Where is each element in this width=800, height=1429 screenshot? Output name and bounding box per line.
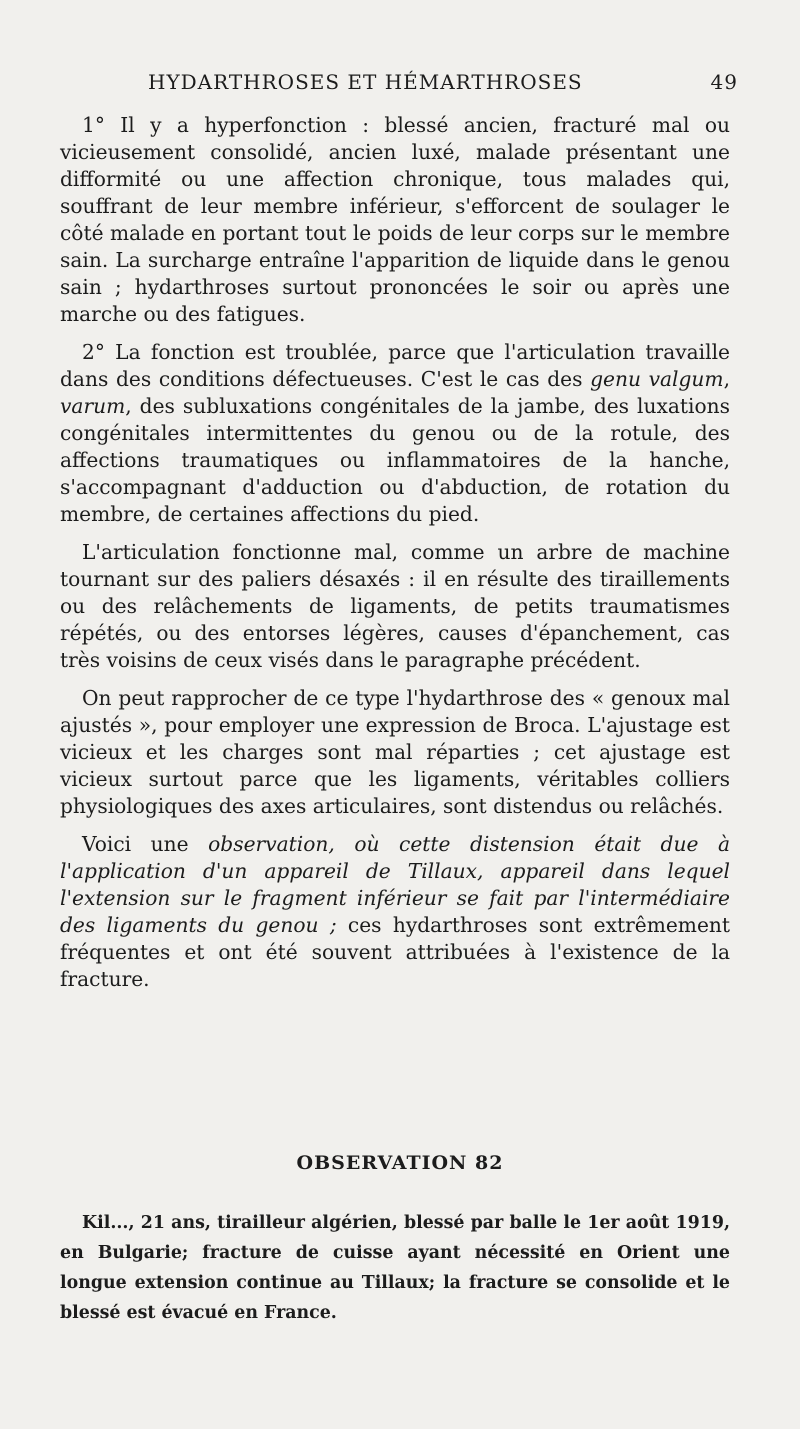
italic-segment: observation, où cette distension était due à l'application d'un appareil de Tillaux, appareil dans lequel l'extension sur le fragment inférieur se fait par l'intermédiaire des ligaments du genou ;	[60, 832, 730, 937]
body-text	[60, 112, 730, 1004]
running-title: HYDARTHROSES ET HÉMARTHROSES	[148, 70, 583, 94]
text-segment: Voici une	[82, 832, 209, 856]
observation-text	[60, 1208, 730, 1328]
text-segment: ,	[723, 367, 730, 391]
text-segment: L'articulation fonctionne mal, comme un arbre de machine tournant sur des paliers désaxés : il en résulte des tiraillements ou des relâchements de ligaments, de petits traumatismes répétés, ou des entorses légères, causes d'épanchement, cas très voisins de ceux visés dans le paragraphe précédent.	[60, 540, 730, 672]
observation-title: OBSERVATION 82	[296, 1152, 504, 1174]
italic-segment: varum	[60, 394, 126, 418]
page-header	[148, 64, 738, 98]
text-segment: , des subluxations congénitales de la jambe, des luxations congénitales intermittentes du genou ou de la rotule, des affections traumatiques ou inflammatoires de la hanche, s'accompagnant d'adduction ou d'abduction, de rotation du membre, de certaines affections du pied.	[60, 394, 730, 526]
text-segment: 2° La fonction est troublée, parce que l'articulation travaille dans des conditions défectueuses. C'est le cas des	[60, 340, 730, 391]
text-segment: ces hydarthroses sont extrêmement fréquentes et ont été souvent attribuées à l'existence de la fracture.	[60, 913, 730, 991]
body-paragraph	[60, 831, 730, 993]
observation-paragraph: Kil..., 21 ans, tirailleur algérien, blessé par balle le 1er août 1919, en Bulgarie; fracture de cuisse ayant nécessité en Orient une longue extension continue au Tillaux; la fracture se consolide et le blessé est évacué en France.	[60, 1213, 730, 1323]
text-segment: On peut rapprocher de ce type l'hydarthrose des « genoux mal ajustés », pour employer une expression de Broca. L'ajustage est vicieux et les charges sont mal réparties ; cet ajustage est vicieux surtout parce que les ligaments, véritables colliers physiologiques des axes articulaires, sont distendus ou relâchés.	[60, 686, 730, 818]
body-paragraph	[60, 685, 730, 820]
body-paragraph	[60, 339, 730, 528]
italic-segment: genu valgum	[590, 367, 724, 391]
page-number: 49	[710, 70, 738, 94]
body-paragraph	[60, 112, 730, 328]
text-segment: 1° Il y a hyperfonction : blessé ancien, fracturé mal ou vicieusement consolidé, ancien luxé, malade présentant une difformité ou une affection chronique, tous malades qui, souffrant de leur membre inférieur, s'efforcent de soulager le côté malade en portant tout le poids de leur corps sur le membre sain. La surcharge entraîne l'apparition de liquide dans le genou sain ; hydarthroses surtout prononcées le soir ou après une marche ou des fatigues.	[60, 113, 730, 326]
body-paragraph	[60, 539, 730, 674]
